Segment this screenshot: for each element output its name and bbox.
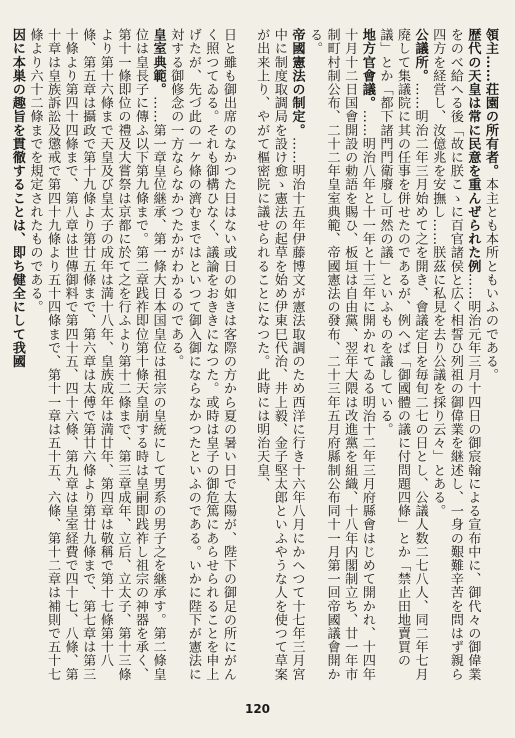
paragraph [253,28,306,683]
term-heading: 皇室典範。 [150,28,166,96]
paragraph [376,28,429,683]
paragraph [26,28,167,683]
term-heading: 領主……荘園の所有者。 [483,28,498,178]
term-heading: 公議所。 [412,28,428,83]
paragraph-text: ……明治元年三月十四日の御宸翰による宣布中に、御代々の御偉業をのべ給へる後「故に朕こゝに百官諸侯と広く相誓ひ列祖の御偉業を継述し、一身の艱難辛苦を問はず親ら四方を経営し、汝億兆を安撫し……朕茲に私見を去り公議を採り云々」とある。 [430,28,481,681]
page-number: 120 [244,702,271,716]
paragraph-text: ……明治八年と十一年と十三年に開かれてゐる明治十二年三月府縣會はじめて開かれ、十四年十月十二日国會開設の勅語を賜ひ、板垣は自由黨、翌年大隈は改進黨を組織、十八年内閣制立ち、廿一年市制町村制公布、二十二年皇室典範、帝國憲法の發布、二十三年五月府縣制公布同十一月第一回帝國議會開かる。 [307,28,375,681]
term-heading: 帝國憲法の制定。 [289,28,305,137]
paragraph [167,28,237,683]
paragraph [481,28,499,683]
paragraph-text: 本主とも本所ともいふのである。 [483,177,498,382]
paragraph [429,28,482,683]
paragraph-text: ……第一章皇位継承、第一條大日本国皇位は祖宗の皇統にして男系の男子之を継承す。第二條皇位は皇長子に傳ふ以下第九條まで。第二章践祚即位第十條天皇崩する時は皇嗣即践祚し祖宗の神器を承く、第十一條即位の禮及大嘗祭は京都に於て之を行ふより第十二條まで、第三章成年、立后、立太子、第十三條より第十六條まで天皇及び皇太子の成年は満十八年、皇族成年は満廿年、第四章は敬稱で第十七條第十八條、第五章は攝政で第十九條より第廿五條まで、第六章は太傅で第廿六條より第廿九條まで、第七章は第三十條より第四十四條まで、第八章は世傳御料で第四十五、四十六條、第九章は皇室経費で四十七、八條、第十章は皇族訴訟及懲戒で第四十九條より五十四條まで、第十一章は五十五、六條、第十二章は補則で五十七條より六十二條までを規定されたものである。 [27,28,166,681]
paragraph [305,28,375,683]
paragraph-text: ……明治十五年伊藤博文が憲法取調のため西洋に行き十六年八月にかへつて十七年三月宮中に制度取調局を設け愈ゝ憲法の起草を始め伊東巳代治、井上毅、金子堅太郎といふやうな人を使つて草案が出来上り、やがて樞密院に議せられることになつた。此時には明治天皇、 [254,28,305,681]
paragraph-text: ……明治二年三月始めて之を開き、會議定日を毎旬二七の日とし、公議人数二七八人、同二年七月廃して集議院に其の任事を併せたのであるが、例へば「御國體の議に付問題四條」とか「禁止田地賣買の議」とか「都下諸門門衛廢し可然の議」といふものを議している。 [377,28,428,681]
term-heading: 歴代の天皇は常に民意を重んぜられた例 [465,28,481,273]
paragraph-text: 日と雖も御出席のなかつた日はない或日の如きは客際の方から夏の暑い日で太陽が、陛下の御足の所にがんく照つてゐる。それも御構ひなく、議論をおききになつた。或時は皇子の御危篤にあらせられることを申上げたが、先づ此の一ケ條の濟むまではといつて御入御にならなかつたといふのである。いかに陛下が憲法に対する御修念の一方ならなかつたかがわかるのである。 [168,28,236,681]
paragraph [8,28,26,683]
right-text-column [251,28,499,683]
term-heading: 地方官會議。 [359,28,375,110]
left-text-column [9,28,237,683]
paragraph-text: 因に本巣の趣旨を貫徹することは、即ち健全にして我國 [9,28,25,368]
